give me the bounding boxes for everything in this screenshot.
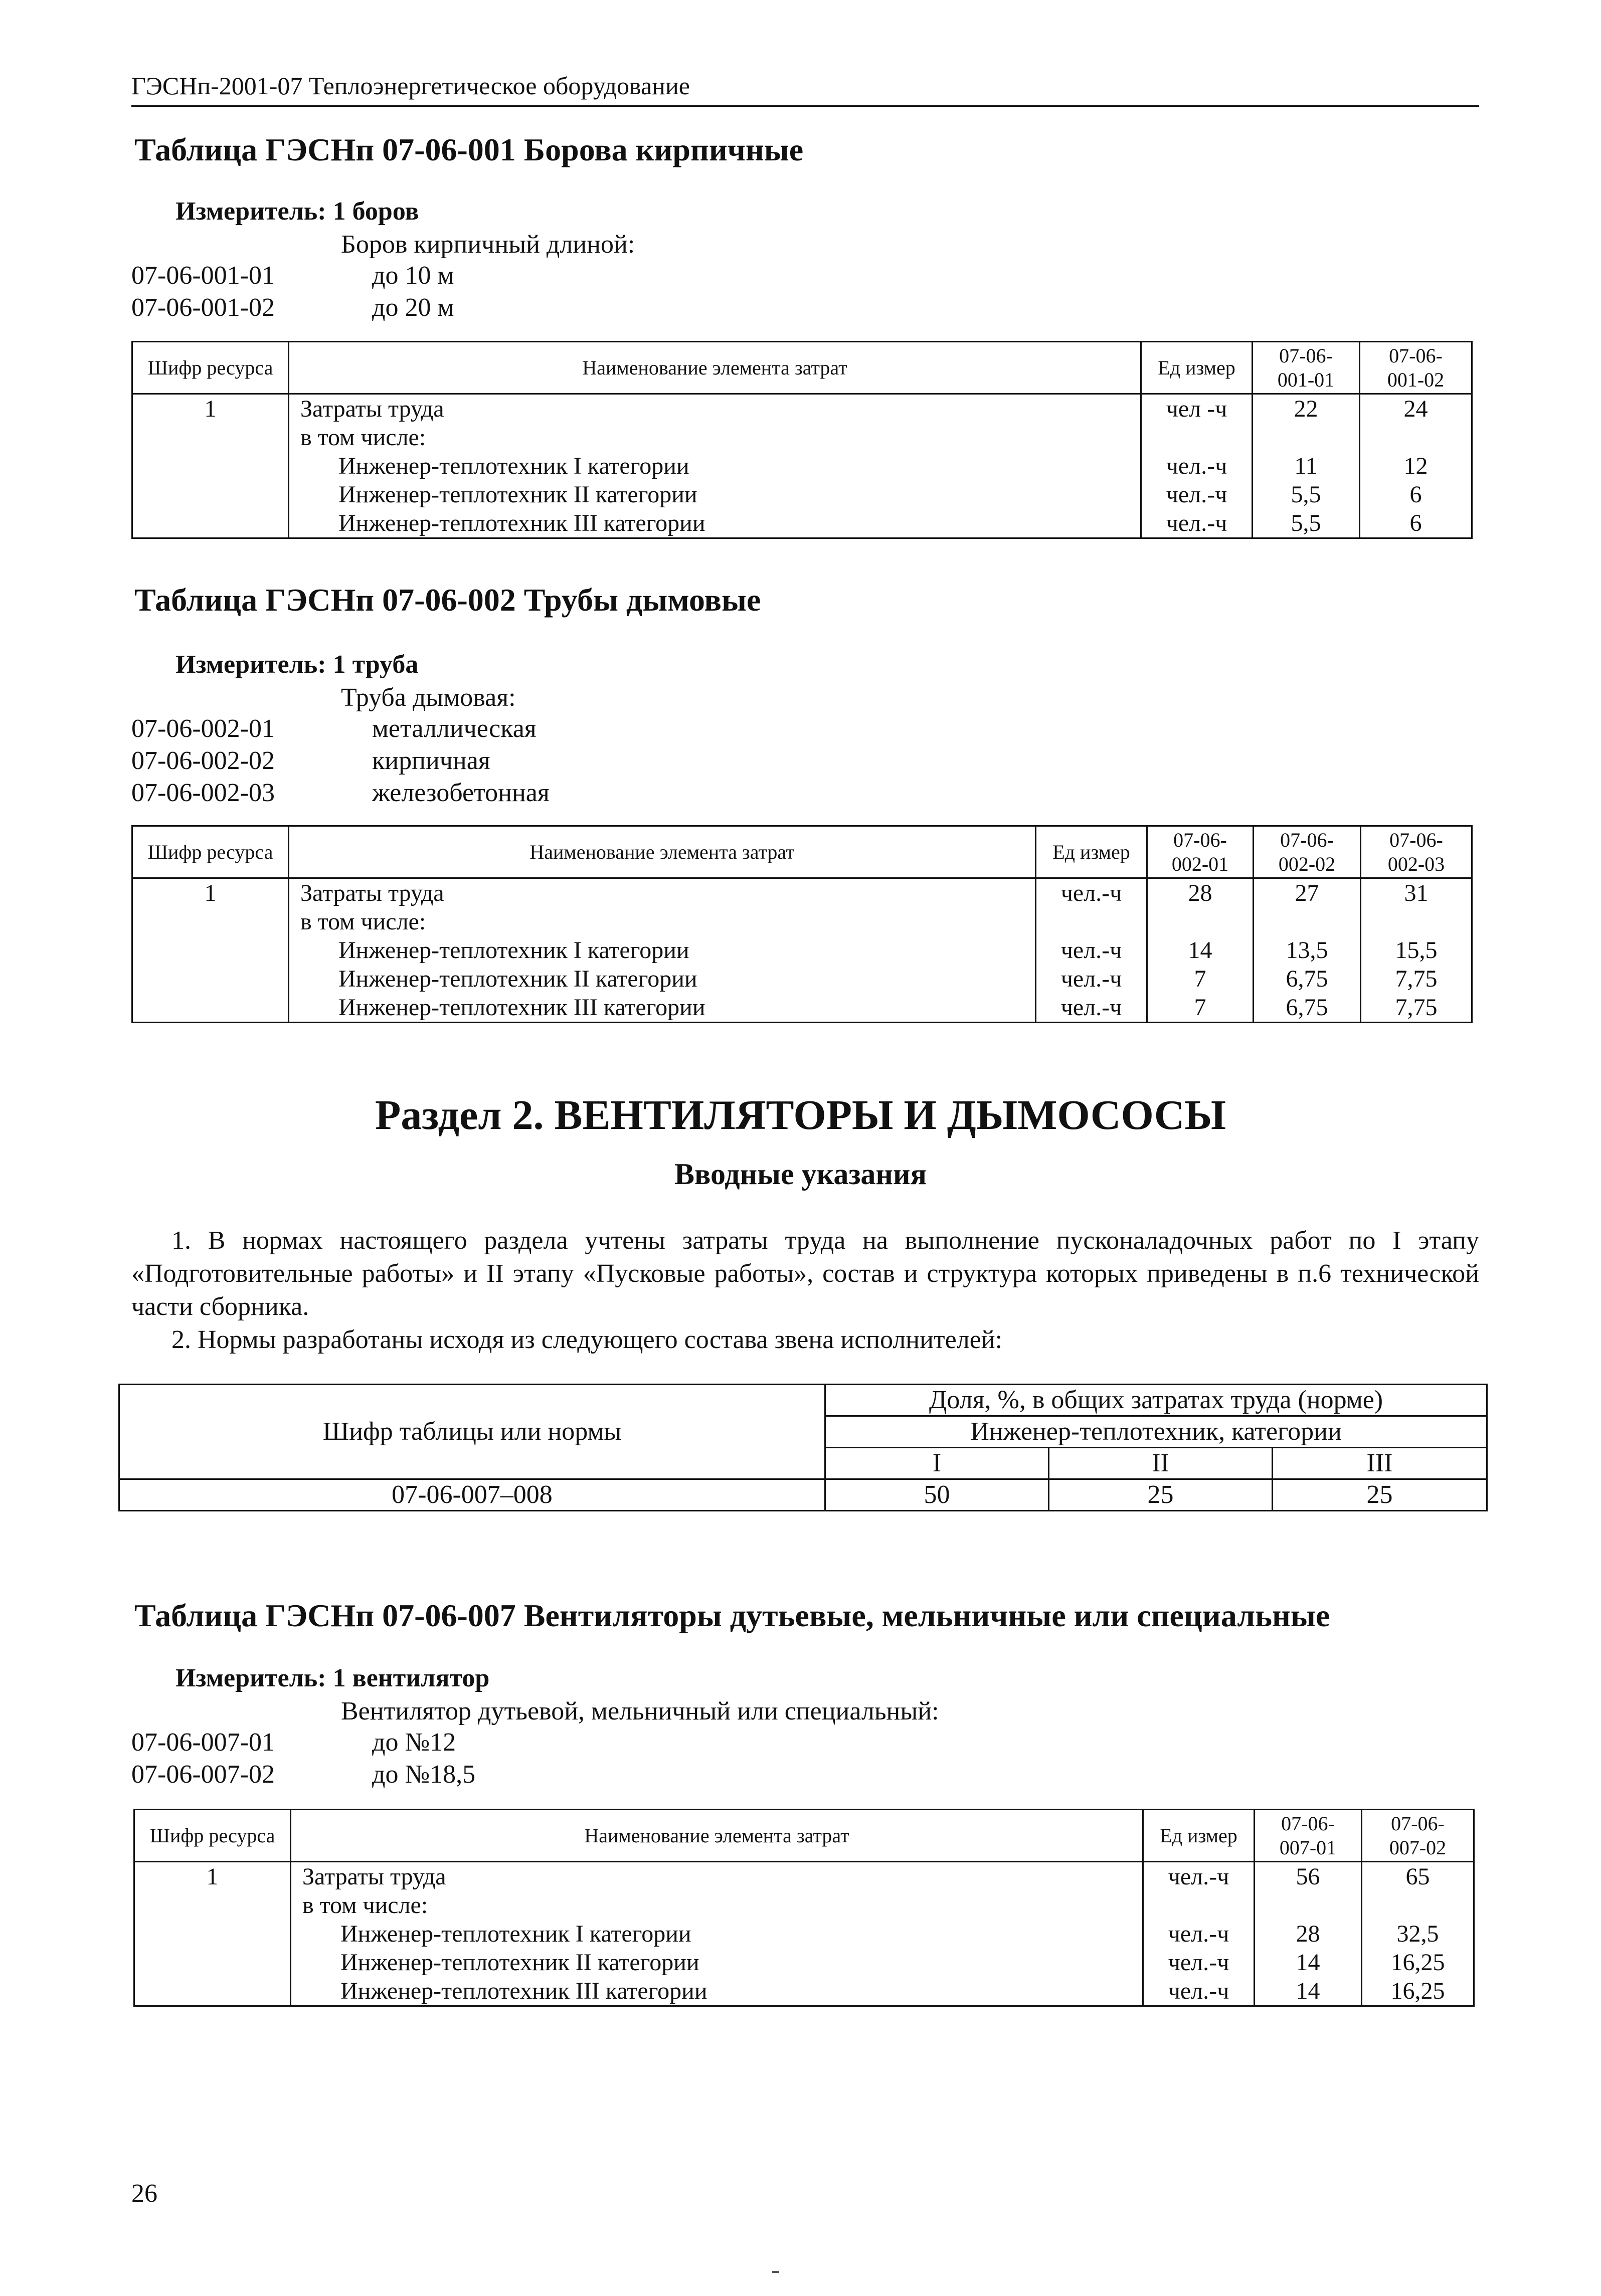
- measure-value: 1 вентилятор: [332, 1664, 490, 1692]
- category-header: II: [1049, 1448, 1273, 1479]
- table3-variant: [131, 1728, 456, 1757]
- measure-label: Измеритель:: [175, 650, 326, 679]
- element-names-cell: Затраты труда в том числе: Инженер-теплотехник I категории Инженер-теплотехник II категории Инженер-теплотехник III категории: [289, 878, 1036, 1023]
- table1-variant: [131, 293, 454, 322]
- value-cell: 31 15,5 7,75 7,75: [1361, 878, 1472, 1023]
- measure-value: 1 труба: [332, 650, 419, 679]
- variant-name: до 20 м: [372, 293, 454, 322]
- scan-mark: [772, 2271, 779, 2273]
- value-cell: 28 14 7 7: [1147, 878, 1254, 1023]
- col-header-code: 07-06- 002-02: [1254, 826, 1361, 878]
- intro-paragraphs: [131, 1224, 1479, 1357]
- resource-code-cell: 1: [132, 394, 289, 538]
- resource-code-cell: 1: [134, 1862, 291, 2006]
- table2-title: Таблица ГЭСНп 07-06-002 Трубы дымовые: [134, 582, 761, 618]
- section-title: Раздел 2. ВЕНТИЛЯТОРЫ И ДЫМОСОСЫ: [375, 1092, 1226, 1138]
- table3-title: Таблица ГЭСНп 07-06-007 Вентиляторы дутьевые, мельничные или специальные: [134, 1598, 1330, 1633]
- col-header-code: 07-06- 007-01: [1255, 1810, 1362, 1862]
- table1-variant: [131, 261, 454, 290]
- col-header-code: 07-06- 001-02: [1360, 342, 1472, 394]
- category-header: I: [825, 1448, 1049, 1479]
- variant-code: 07-06-001-02: [131, 293, 275, 322]
- share-code-header: Шифр таблицы или нормы: [119, 1385, 825, 1479]
- measure-label: Измеритель:: [175, 197, 326, 226]
- value-cell: 56 28 14 14: [1255, 1862, 1362, 2006]
- table3-measure: [175, 1663, 489, 1693]
- table1-grid: [131, 341, 1473, 539]
- col-header-code: 07-06- 002-03: [1361, 826, 1472, 878]
- col-header-resource: Шифр ресурса: [132, 342, 289, 394]
- col-header-code: 07-06- 002-01: [1147, 826, 1254, 878]
- col-header-element: Наименование элемента затрат: [289, 826, 1036, 878]
- variant-code: 07-06-002-02: [131, 746, 275, 775]
- value-cell: 27 13,5 6,75 6,75: [1254, 878, 1361, 1023]
- share-header: Доля, %, в общих затратах труда (норме): [825, 1385, 1487, 1416]
- crew-share-table: [118, 1384, 1488, 1511]
- paragraph: 2. Нормы разработаны исходя из следующего состава звена исполнителей:: [171, 1325, 1003, 1354]
- share-row-code: 07-06-007–008: [119, 1479, 825, 1511]
- category-header: III: [1273, 1448, 1487, 1479]
- table3-grid: [133, 1809, 1475, 2007]
- value-cell: 65 32,5 16,25 16,25: [1362, 1862, 1474, 2006]
- table1-group: Боров кирпичный длиной:: [341, 230, 635, 259]
- measure-value: 1 боров: [332, 197, 419, 226]
- share-value: 50: [825, 1479, 1049, 1511]
- col-header-resource: Шифр ресурса: [134, 1810, 291, 1862]
- paragraph: 1. В нормах настоящего раздела учтены затраты труда на выполнение пусконаладочных работ по I этапу «Подготовительные работы» и II этапу «Пусковые работы», состав и структура которых приведены в п.6 технической части сборника.: [131, 1226, 1479, 1321]
- table2-variant: [131, 746, 490, 776]
- element-names-cell: Затраты труда в том числе: Инженер-теплотехник I категории Инженер-теплотехник II категории Инженер-теплотехник III категории: [291, 1862, 1143, 2006]
- variant-code: 07-06-001-01: [131, 261, 275, 290]
- share-value: 25: [1273, 1479, 1487, 1511]
- table1-measure: [175, 197, 419, 226]
- running-header: ГЭСНп-2001-07 Теплоэнергетическое оборудование: [131, 72, 690, 100]
- role-header: Инженер-теплотехник, категории: [825, 1416, 1487, 1448]
- variant-name: металлическая: [372, 714, 537, 743]
- variant-code: 07-06-007-01: [131, 1728, 275, 1757]
- variant-name: железобетонная: [372, 779, 550, 807]
- variant-name: до 10 м: [372, 261, 454, 290]
- col-header-code: 07-06- 001-01: [1253, 342, 1360, 394]
- table2-group: Труба дымовая:: [341, 683, 516, 712]
- intro-title: Вводные указания: [674, 1158, 927, 1191]
- resource-code-cell: 1: [132, 878, 289, 1023]
- col-header-unit: Ед измер: [1143, 1810, 1255, 1862]
- col-header-element: Наименование элемента затрат: [291, 1810, 1143, 1862]
- value-cell: 24 12 6 6: [1360, 394, 1472, 538]
- table2-variant: [131, 714, 537, 743]
- unit-cell: чел -ч чел.-ч чел.-ч чел.-ч: [1141, 394, 1253, 538]
- col-header-unit: Ед измер: [1141, 342, 1253, 394]
- table2-grid: [131, 825, 1473, 1023]
- col-header-code: 07-06- 007-02: [1362, 1810, 1474, 1862]
- share-value: 25: [1049, 1479, 1273, 1511]
- variant-name: до №18,5: [372, 1760, 476, 1789]
- col-header-unit: Ед измер: [1036, 826, 1147, 878]
- table2-variant: [131, 778, 550, 808]
- variant-name: до №12: [372, 1728, 456, 1757]
- table3-variant: [131, 1760, 475, 1789]
- unit-cell: чел.-ч чел.-ч чел.-ч чел.-ч: [1036, 878, 1147, 1023]
- page-number: 26: [131, 2179, 157, 2208]
- table2-measure: [175, 650, 418, 679]
- measure-label: Измеритель:: [175, 1664, 326, 1692]
- table1-title: Таблица ГЭСНп 07-06-001 Борова кирпичные: [134, 132, 804, 167]
- col-header-resource: Шифр ресурса: [132, 826, 289, 878]
- table3-group: Вентилятор дутьевой, мельничный или специальный:: [341, 1697, 939, 1726]
- element-names-cell: Затраты труда в том числе: Инженер-теплотехник I категории Инженер-теплотехник II категории Инженер-теплотехник III категории: [289, 394, 1141, 538]
- unit-cell: чел.-ч чел.-ч чел.-ч чел.-ч: [1143, 1862, 1255, 2006]
- variant-code: 07-06-002-01: [131, 714, 275, 743]
- variant-code: 07-06-007-02: [131, 1760, 275, 1789]
- value-cell: 22 11 5,5 5,5: [1253, 394, 1360, 538]
- col-header-element: Наименование элемента затрат: [289, 342, 1141, 394]
- variant-name: кирпичная: [372, 746, 490, 775]
- header-rule: [131, 105, 1479, 107]
- variant-code: 07-06-002-03: [131, 779, 275, 807]
